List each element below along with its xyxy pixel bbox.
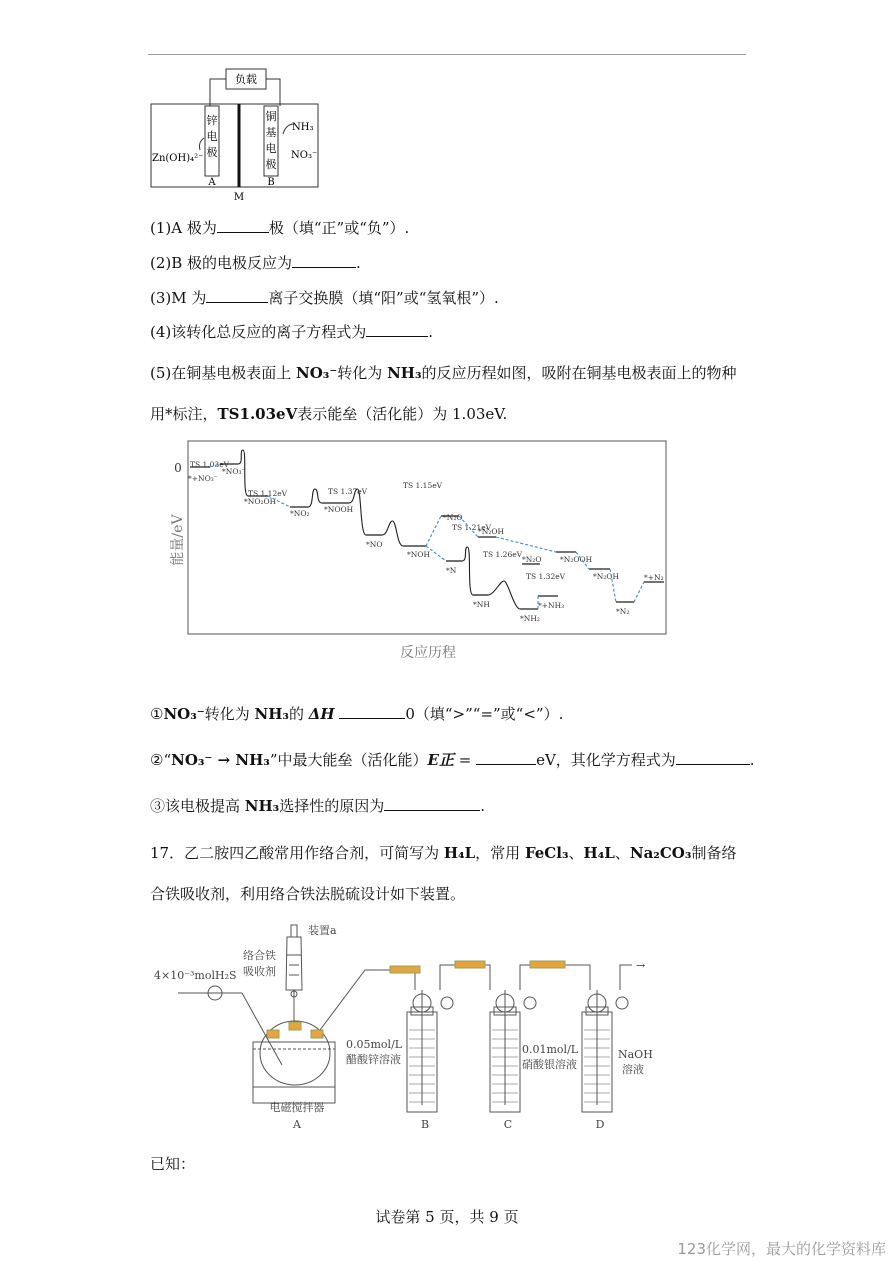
page-footer: 试卷第 5 页，共 9 页 — [375, 1208, 519, 1226]
watermark: 123化学网，最大的化学资料库 — [677, 1240, 886, 1258]
species-label-4: *NOOH — [324, 505, 354, 514]
stirrer-label: 电磁搅拌器 — [269, 1101, 325, 1114]
species-label-5: *NO — [366, 540, 383, 549]
species-label-13: *N₂O — [522, 555, 542, 564]
species-label-10: *NH — [473, 600, 490, 609]
connector-5 — [382, 521, 403, 546]
species-label-11: *NH₂ — [520, 614, 540, 623]
ts-label-11: TS 1.32eV — [526, 572, 566, 581]
y-tick-zero: 0 — [174, 461, 182, 475]
species-label-7: *N₂O — [443, 513, 463, 522]
no3-label: NO₃⁻ — [291, 150, 318, 161]
ts-label-0: TS 1.03eV — [190, 460, 230, 469]
species-label-0: *+NO₃⁻ — [188, 474, 218, 483]
label-m: M — [233, 192, 245, 203]
cu-char-2: 基 — [265, 126, 277, 139]
ts-label-9: TS 1.21eV — [452, 523, 492, 532]
cell-diagram — [148, 66, 323, 208]
apparatus-diagram — [150, 915, 670, 1137]
connector-3 — [308, 489, 322, 507]
question-17-line2: 合铁吸收剂，利用络合铁法脱硫设计如下装置。 — [150, 885, 466, 903]
species-label-6: *NOH — [407, 550, 431, 559]
connector-13 — [462, 547, 473, 595]
zn-species: Zn(OH)₄²⁻ — [152, 153, 204, 164]
device-a-label: 装置a — [308, 924, 337, 937]
ts-label-4: TS 1.37eV — [328, 487, 368, 496]
species-label-3: *NO₂ — [290, 509, 310, 518]
question-17-line1: 17．乙二胺四乙酸常用作络合剂，可简写为 H₄L，常用 FeCl₃、H₄L、Na₂CO₃制备络 — [150, 844, 737, 862]
label-c-apparatus: C — [503, 1118, 513, 1131]
question-2: (2)B 极的电极反应为 . — [150, 254, 361, 272]
zinc-char-2: 电 — [206, 130, 218, 143]
d-sol-2: 溶液 — [622, 1063, 644, 1076]
d-sol-1: NaOH — [618, 1048, 653, 1061]
species-label-16: *N₂ — [616, 607, 630, 616]
subquestion-1: ①NO₃⁻转化为 NH₃的 ΔH 0（填“>”“=”或“<”）. — [150, 705, 564, 723]
energy-profile-chart — [166, 436, 676, 664]
ts-label-10: TS 1.26eV — [483, 550, 523, 559]
connector-14 — [488, 581, 520, 609]
svg-text:→: → — [636, 959, 646, 972]
c-sol-1: 0.01mol/L — [522, 1043, 579, 1056]
question-5-line2: 用*标注，TS1.03eV表示能垒（活化能）为 1.03eV. — [150, 405, 508, 423]
y-axis-label: 能量/eV — [170, 514, 186, 566]
cu-char-3: 电 — [265, 142, 277, 155]
h2s-label: 4×10⁻³molH₂S — [154, 969, 237, 982]
c-sol-2: 硝酸银溶液 — [522, 1058, 577, 1071]
absorbent-label-1: 络合铁 — [243, 949, 276, 962]
species-label-15: *N₂OH — [593, 572, 620, 581]
label-b: B — [267, 177, 275, 188]
connector-11 — [634, 582, 644, 602]
question-4: (4)该转化总反应的离子方程式为 . — [150, 323, 434, 341]
b-sol-1: 0.05mol/L — [346, 1038, 403, 1051]
species-label-9: *N — [446, 566, 457, 575]
question-5-line1: (5)在铜基电极表面上 NO₃⁻转化为 NH₃的反应历程如图，吸附在铜基电极表面上的物种 — [150, 364, 737, 382]
species-label-17: *+N₂ — [644, 573, 664, 582]
subquestion-2: ②“NO₃⁻ → NH₃”中最大能垒（活化能）E正 = eV，其化学方程式为 . — [150, 751, 755, 769]
question-1: (1)A 极为 极（填“正”或“负”）. — [150, 219, 410, 237]
known-label: 已知： — [150, 1155, 196, 1173]
label-a: A — [208, 177, 216, 188]
x-axis-label: 反应历程 — [400, 645, 456, 661]
nh3-label: NH₃ — [292, 122, 314, 133]
subquestion-3: ③该电极提高 NH₃选择性的原因为 . — [150, 797, 486, 815]
b-sol-2: 醋酸锌溶液 — [346, 1053, 401, 1066]
species-label-8: *N₂OH — [478, 527, 505, 536]
header-rule — [148, 54, 746, 55]
label-d-apparatus: D — [595, 1118, 605, 1131]
label-a-apparatus: A — [293, 1118, 301, 1131]
species-label-12: *+NH₃ — [538, 601, 565, 610]
ts-label-2: TS 1.12eV — [248, 489, 288, 498]
label-b-apparatus: B — [420, 1118, 430, 1131]
absorbent-label-2: 吸收剂 — [243, 965, 276, 978]
cu-char-1: 铜 — [265, 110, 277, 123]
zinc-char-1: 锌 — [206, 114, 218, 127]
ts-label-6: TS 1.15eV — [403, 481, 443, 490]
species-label-2: *NO₂OH — [244, 497, 277, 506]
zinc-char-3: 极 — [206, 146, 218, 159]
connector-6 — [426, 516, 441, 546]
species-label-1: *NO₃⁻ — [222, 467, 246, 476]
load-label: 负载 — [235, 73, 257, 86]
question-3: (3)M 为 离子交换膜（填“阳”或“氢氧根”）. — [150, 289, 499, 307]
cu-char-4: 极 — [265, 158, 277, 171]
species-label-14: *N₂OOH — [560, 555, 593, 564]
